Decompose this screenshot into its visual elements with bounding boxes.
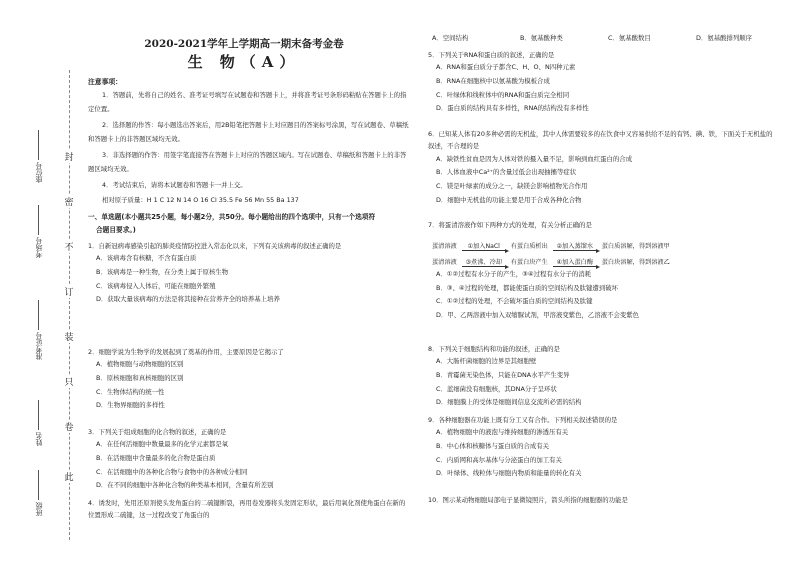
flow-result-1: 有蛋白质析出 <box>510 243 548 250</box>
binding-field <box>34 300 44 360</box>
question-stem: 8．下列关于细胞结构和功能的叙述，正确的是 <box>428 345 560 353</box>
flow-step-3: ③煮沸、冷却 <box>462 257 506 267</box>
question-option: B．RNA在细胞核中以氨基酸为模板合成 <box>436 77 550 85</box>
question-option: D．细胞膜上的受体是细胞间信息交流所必需的结构 <box>436 398 582 407</box>
section-heading-cont: 合题目要求。) <box>96 226 136 234</box>
question-option: D．叶绿体、线粒体与细胞内物质和能量的转化有关 <box>436 469 582 478</box>
note-item: 1．答题前，先将自己的姓名、准考证号填写在试题卷和答题卡上，并将准考证号条形码粘贴在答题卡上的指定位置。 <box>88 91 407 113</box>
flow-start: 蛋清溶液 <box>432 243 457 250</box>
q4-options <box>432 33 784 42</box>
question-option: B．青霉菌无染色体，只能在DNA水平产生变异 <box>436 371 570 379</box>
question-stem: 1．自新冠病毒感染引起的肺炎疫情防控进入常态化以来，下列有关该病毒的叙述正确的是 <box>88 242 342 250</box>
binding-char: 订 <box>62 285 76 298</box>
question-option: D．在不同的细胞中各种化合物的种类基本相同，含量有所差别 <box>96 481 274 490</box>
binding-char: 封 <box>62 150 76 163</box>
notes-heading: 注意事项： <box>88 78 122 86</box>
binding-field <box>34 470 44 516</box>
question-option: A．大肠杆菌细胞的边界是其细胞壁 <box>436 357 537 366</box>
flow-result-3: 有蛋白块产生 <box>510 259 548 266</box>
question-option: D．获取大量该病毒的方法是将其接种在营养齐全的培养基上培养 <box>96 295 280 304</box>
question-option: C．在活细胞中的各种化合物与食物中的各种成分相同 <box>96 467 248 476</box>
question-option: A．①②过程有水分子的产生，③④过程有水分子的消耗 <box>436 270 592 278</box>
binding-field <box>34 130 44 183</box>
question-option: B．中心体和核糖体与蛋白质的合成有关 <box>436 442 550 450</box>
fill-line <box>39 300 40 330</box>
note-item: 3．非选择题的作答：用签字笔直接答在答题卡上对应的答题区域内。写在试题卷、草稿纸和答题卡上的非答题区域均无效。 <box>88 151 407 173</box>
question-stem: 2．细胞学说为生物学的发展起到了奠基的作用，主要原因是它揭示了 <box>88 348 284 356</box>
question-stem: 10．图示某动物细胞局部电子显微镜照片，箭头所指的细胞器的功能是 <box>428 496 628 504</box>
option: A．空间结构 <box>432 34 469 42</box>
question-option: B．在活细胞中含量最多的化合物是蛋白质 <box>96 454 216 462</box>
question-option: C．①②过程的处理，不会破坏蛋白质的空间结构及肽键 <box>436 297 593 306</box>
binding-field-label: 姓名 <box>35 432 43 446</box>
flow-step-1: ①加入NaCl <box>462 241 506 251</box>
fill-line <box>39 130 40 160</box>
question-option: B．③、④过程的处理，都能使蛋白质的空间结构及肽键遭到破坏 <box>436 283 618 292</box>
binding-field <box>34 205 44 258</box>
binding-char: 装 <box>62 330 76 343</box>
binding-field-label: 准考证号 <box>35 332 43 360</box>
question-stem: 5．下列关于RNA和蛋白质的叙述，正确的是 <box>428 51 555 59</box>
fill-line <box>39 400 40 430</box>
exam-subject: 生 物（A） <box>187 53 301 71</box>
question-option: B．该病毒是一种生物，在分类上属于原核生物 <box>96 268 229 276</box>
section-heading: 一、单选题(本小题共25小题，每小题2分，共50分。每小题给出的四个选项中，只有一个选项符 <box>88 213 376 221</box>
question-stem: 9．各种细胞器在功能上既有分工又有合作。下列相关叙述错误的是 <box>428 416 618 424</box>
option: C．氨基酸数目 <box>608 34 651 42</box>
question-option: B．原核细胞和真核细胞的区别 <box>96 374 184 382</box>
binding-char: 密 <box>62 195 76 208</box>
question-option: A．RNA和蛋白质分子都含C、H、O、N四种元素 <box>436 63 576 72</box>
fill-line <box>39 205 40 235</box>
question-option: A．植物细胞与动物细胞的区别 <box>96 360 184 369</box>
flow-step-4: ④加入蛋白酶 <box>553 257 597 267</box>
question-option: D．甲、乙两溶液中加入双缩脲试剂，甲溶液变紫色，乙溶液不会变紫色 <box>436 310 640 319</box>
binding-char: 此 <box>62 470 76 483</box>
question-stem: 4．诱发时，先用还原剂使头发角蛋白的二硫键断裂，再用卷发器将头发固定形状，最后用氧化剂使角蛋白在新的位置形成二硫键，这一过程改变了角蛋白的 <box>88 499 406 520</box>
binding-field <box>34 400 44 446</box>
binding-field-label: 班级 <box>35 502 43 516</box>
option: D．氨基酸排列顺序 <box>696 34 753 42</box>
binding-char: 不 <box>62 240 76 253</box>
note-item: 4．考试结束后，请将本试题卷和答题卡一并上交。 <box>102 181 247 189</box>
option: B．氨基酸种类 <box>520 34 563 42</box>
atomic-masses: 相对原子质量：H 1 C 12 N 14 O 16 Cl 35.5 Fe 56 Mn 55 Ba 137 <box>102 196 299 204</box>
exam-title: 2020-2021学年上学期高一期末备考金卷 <box>144 38 344 50</box>
question-stem: 7．将蛋清溶液作如下两种方式的处理，有关分析正确的是 <box>428 221 592 229</box>
question-option: C．蓝细菌没有细胞核，其DNA分子呈环状 <box>436 384 557 393</box>
binding-field-label: 考场号 <box>35 237 43 258</box>
question-option: C．镁是叶绿素的成分之一，缺镁会影响植物光合作用 <box>436 182 588 190</box>
question-stem: 6．已知某人体有20多种必需的无机盐，其中人体需要较多的在饮食中又容易供给不足的有钙、碘、铁，下面关于无机盐的叙述，不合理的是 <box>428 130 773 151</box>
flow-result-4: 蛋白块溶解，得到溶液乙 <box>601 259 670 266</box>
question-option: C．该病毒侵入人体后，可能在细胞外繁殖 <box>96 281 216 290</box>
flow-start: 蛋清溶液 <box>432 259 457 266</box>
question-option: D．细胞中无机盐的功能主要是用于合成各种化合物 <box>436 195 582 204</box>
fill-line <box>39 470 40 500</box>
binding-char: 卷 <box>62 420 76 433</box>
question-option: A．缺铁性贫血是因为人体对铁的摄入量不足，影响到血红蛋白的合成 <box>436 154 633 163</box>
question-option: C．生物体结构的统一性 <box>96 387 165 396</box>
question-option: A．该病毒含有核糖，不含有蛋白质 <box>96 254 197 263</box>
question-option: B．人体血液中Ca²⁺的含量过低会出现抽搐等症状 <box>436 168 577 177</box>
binding-char: 只 <box>62 375 76 388</box>
question-option: D．蛋白质的结构具有多样性，RNA的结构没有多样性 <box>436 104 589 113</box>
flow-step-2: ②加入蒸馏水 <box>553 241 597 251</box>
flow-result-2: 蛋白质溶解，得到溶液甲 <box>601 243 670 250</box>
question-stem: 3．下列关于组成细胞的化合物的叙述，正确的是 <box>88 428 227 436</box>
binding-field-label: 座位号 <box>35 162 43 183</box>
question-option: C．内质网和高尔基体与分泌蛋白的加工有关 <box>436 455 562 464</box>
note-item: 2．选择题的作答：每小题选出答案后，用2B铅笔把答题卡上对应题目的答案标号涂黑，写在试题卷、草稿纸和答题卡上的非答题区域均无效。 <box>88 121 409 143</box>
question-option: A．在任何活细胞中数量最多的化学元素都是氧 <box>96 440 229 449</box>
question-option: D．生物界细胞的多样性 <box>96 401 165 410</box>
question-option: A．植物细胞中的液泡与维持细胞的渗透压有关 <box>436 428 569 437</box>
question-option: C．叶绿体和线粒体中的RNA和蛋白质完全相同 <box>436 90 570 99</box>
